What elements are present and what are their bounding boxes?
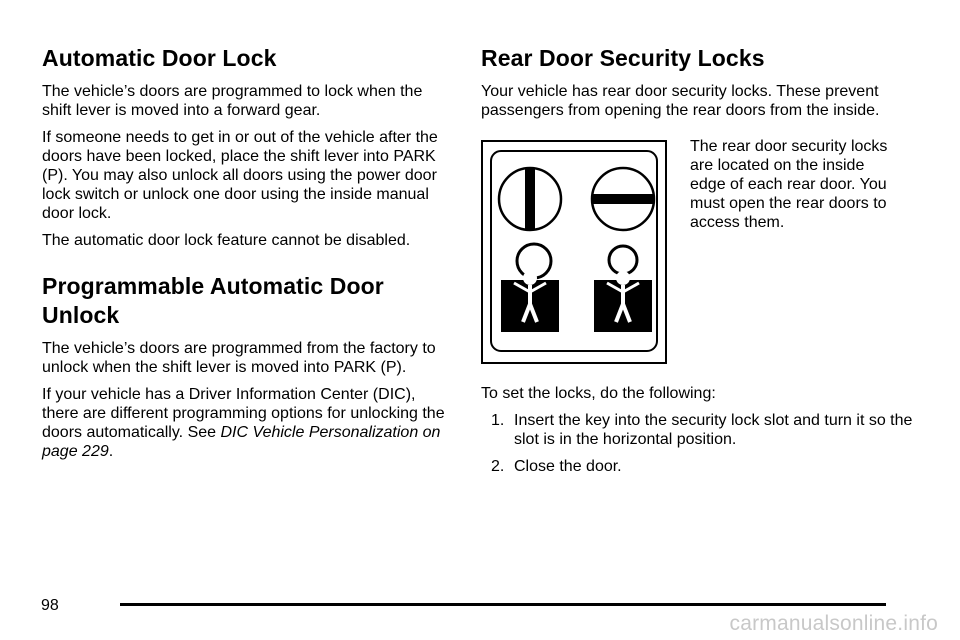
- step-number: 1.: [491, 412, 505, 429]
- heading-programmable-unlock-line2: Unlock: [42, 302, 120, 328]
- period: .: [108, 443, 114, 460]
- figure-row: [481, 140, 921, 372]
- paragraph-lock-forward-gear: The vehicle’s doors are programmed to lock when the shift lever is moved into a forward gear.: [42, 83, 423, 119]
- steps-list: [481, 411, 921, 476]
- left-column: [42, 44, 454, 469]
- heading-automatic-door-lock: Automatic Door Lock: [42, 45, 277, 71]
- child-lock-diagram: [483, 142, 665, 362]
- see-text: See: [187, 424, 221, 441]
- step-item: [481, 457, 921, 476]
- paragraph-unlock-instructions: If someone needs to get in or out of the vehicle after the doors have been locked, place the shift lever into PARK (P). You may also unlock all doors using the power door lock switch or unlock one door using the inside manual door lock.: [42, 129, 438, 222]
- child-unlocked-icon: [501, 244, 559, 332]
- heading-rear-door-security-locks: Rear Door Security Locks: [481, 45, 765, 71]
- paragraph-dic-options: [42, 385, 450, 461]
- horizontal-slot-lock-icon: [592, 168, 654, 230]
- child-locked-icon: [594, 246, 652, 332]
- right-column: [481, 44, 921, 484]
- step-item: [481, 411, 921, 449]
- step-text: Insert the key into the security lock slot and turn it so the slot is in the horizontal position.: [514, 412, 913, 448]
- heading-programmable-unlock: [42, 272, 454, 330]
- heading-programmable-unlock-line1: Programmable Automatic Door: [42, 273, 384, 299]
- security-lock-illustration: [481, 140, 667, 364]
- step-number: 2.: [491, 458, 505, 475]
- step-text: Close the door.: [514, 458, 622, 475]
- vertical-slot-lock-icon: [499, 168, 561, 230]
- paragraph-set-locks: To set the locks, do the following:: [481, 385, 716, 402]
- paragraph-unlock-park: The vehicle’s doors are programmed from the factory to unlock when the shift lever is moved into PARK (P).: [42, 340, 436, 376]
- paragraph-dic-text: If your vehicle has a Driver Information Center (DIC), there are different programming options for unlocking the doors automatically.: [42, 386, 445, 441]
- page-number: 98: [41, 597, 59, 614]
- paragraph-cannot-disable: The automatic door lock feature cannot be disabled.: [42, 232, 411, 249]
- paragraph-security-intro: Your vehicle has rear door security locks. These prevent passengers from opening the rear doors from the inside.: [481, 83, 880, 119]
- figure-caption: The rear door security locks are located on the inside edge of each rear door. You must open the rear doors to access them.: [690, 138, 888, 231]
- footer-rule: [120, 603, 886, 606]
- watermark: carmanualsonline.info: [729, 612, 938, 635]
- cross-reference-link[interactable]: DIC Vehicle Personalization on page 229: [42, 424, 441, 460]
